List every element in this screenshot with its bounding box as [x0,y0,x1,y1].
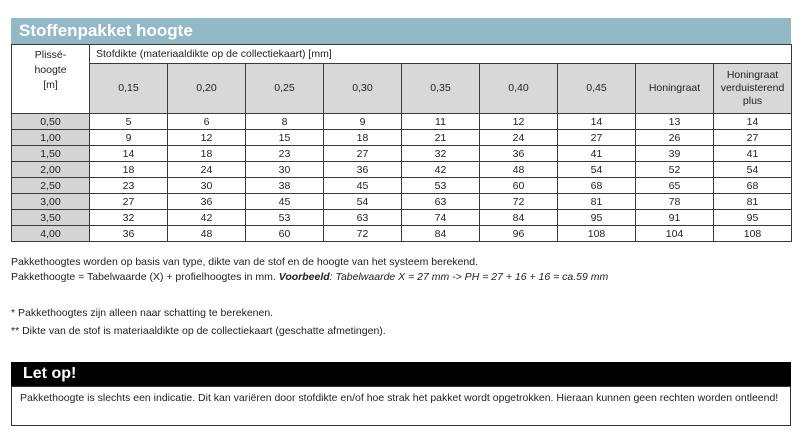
table-cell: 108 [558,226,636,242]
row-height-label: 3,50 [12,210,90,226]
table-cell: 42 [168,210,246,226]
table-cell: 42 [402,162,480,178]
table-cell: 9 [90,130,168,146]
column-header: 0,15 [90,64,168,114]
table-cell: 39 [636,146,714,162]
column-header: 0,20 [168,64,246,114]
alert-title: Let op! [11,362,791,386]
table-cell: 95 [558,210,636,226]
table-cell: 41 [714,146,792,162]
table-cell: 27 [558,130,636,146]
row-height-label: 4,00 [12,226,90,242]
table-cell: 78 [636,194,714,210]
table-cell: 14 [90,146,168,162]
table-cell: 60 [246,226,324,242]
table-cell: 36 [324,162,402,178]
table-cell: 21 [402,130,480,146]
table-cell: 63 [324,210,402,226]
column-header: 0,40 [480,64,558,114]
table-cell: 48 [168,226,246,242]
table-cell: 12 [168,130,246,146]
column-header: 0,35 [402,64,480,114]
footnote: * Pakkethoogtes zijn alleen naar schatting te berekenen. [11,307,274,319]
table-cell: 27 [90,194,168,210]
row-height-label: 1,50 [12,146,90,162]
column-header-row [12,64,792,114]
column-header: Honingraat verduisterend plus [714,64,792,114]
table-cell: 18 [168,146,246,162]
table-cell: 81 [558,194,636,210]
table-cell: 30 [246,162,324,178]
table-cell: 36 [480,146,558,162]
table-cell: 54 [324,194,402,210]
alert-body: Pakkethoogte is slechts een indicatie. Dit kan variëren door stofdikte en/of hoe strak het pakket wordt opgetrokken. Hieraan kunnen geen rechten worden ontleend! [11,386,791,426]
example-text: : Tabelwaarde X = 27 mm -> PH = 27 + 16 + 16 = ca.59 mm [329,271,609,283]
table-cell: 23 [90,178,168,194]
footnotes [11,304,386,340]
table-row [12,210,792,226]
table-cell: 30 [168,178,246,194]
table-body [12,114,792,242]
table-cell: 65 [636,178,714,194]
table-cell: 12 [480,114,558,130]
table-cell: 36 [168,194,246,210]
fabric-thickness-header: Stofdikte (materiaaldikte op de collectiekaart) [mm] [90,45,792,64]
table-cell: 53 [402,178,480,194]
table-row [12,226,792,242]
table-cell: 32 [90,210,168,226]
table-cell: 38 [246,178,324,194]
table-cell: 96 [480,226,558,242]
corner-label-line: hoogte [34,64,67,76]
table-cell: 23 [246,146,324,162]
corner-label-line: [m] [43,79,58,91]
table-cell: 26 [636,130,714,146]
table-cell: 108 [714,226,792,242]
table-cell: 63 [402,194,480,210]
column-header: 0,25 [246,64,324,114]
table-cell: 32 [402,146,480,162]
corner-label-line: Plissé- [34,49,67,61]
table-cell: 6 [168,114,246,130]
row-height-label: 0,50 [12,114,90,130]
table-cell: 24 [168,162,246,178]
table-cell: 14 [714,114,792,130]
table-cell: 54 [558,162,636,178]
row-height-label: 2,00 [12,162,90,178]
calculation-notes [11,255,608,285]
table-row [12,146,792,162]
table-cell: 95 [714,210,792,226]
corner-header [12,45,90,114]
table-cell: 18 [324,130,402,146]
table-cell: 48 [480,162,558,178]
note-line: Pakkethoogtes worden op basis van type, dikte van de stof en de hoogte van het systeem berekend. [11,256,478,268]
footnote: ** Dikte van de stof is materiaaldikte op de collectiekaart (geschatte afmetingen). [11,325,386,337]
table-cell: 104 [636,226,714,242]
table-row [12,162,792,178]
table-cell: 84 [402,226,480,242]
table-row [12,178,792,194]
table-cell: 53 [246,210,324,226]
table-cell: 81 [714,194,792,210]
table-cell: 5 [90,114,168,130]
row-height-label: 2,50 [12,178,90,194]
table-cell: 45 [324,178,402,194]
table-cell: 84 [480,210,558,226]
table-cell: 72 [480,194,558,210]
table-row [12,194,792,210]
table-cell: 54 [714,162,792,178]
table-cell: 11 [402,114,480,130]
table-cell: 41 [558,146,636,162]
table-cell: 52 [636,162,714,178]
row-height-label: 1,00 [12,130,90,146]
column-header: 0,45 [558,64,636,114]
column-header: Honingraat [636,64,714,114]
table-cell: 27 [714,130,792,146]
table-cell: 68 [714,178,792,194]
page-title: Stoffenpakket hoogte [11,18,791,44]
row-height-label: 3,00 [12,194,90,210]
table-cell: 68 [558,178,636,194]
table-cell: 72 [324,226,402,242]
table-row [12,114,792,130]
column-header: 0,30 [324,64,402,114]
table-cell: 24 [480,130,558,146]
table-cell: 14 [558,114,636,130]
table-cell: 36 [90,226,168,242]
table-row [12,130,792,146]
formula-text: Pakkethoogte = Tabelwaarde (X) + profielhoogtes in mm. [11,271,276,283]
table-cell: 74 [402,210,480,226]
table-cell: 8 [246,114,324,130]
table-cell: 45 [246,194,324,210]
example-label: Voorbeeld [278,271,330,283]
table-cell: 15 [246,130,324,146]
table-cell: 91 [636,210,714,226]
package-height-table [11,44,792,242]
table-cell: 27 [324,146,402,162]
table-cell: 60 [480,178,558,194]
table-cell: 18 [90,162,168,178]
table-cell: 13 [636,114,714,130]
note-line [11,270,608,285]
table-cell: 9 [324,114,402,130]
